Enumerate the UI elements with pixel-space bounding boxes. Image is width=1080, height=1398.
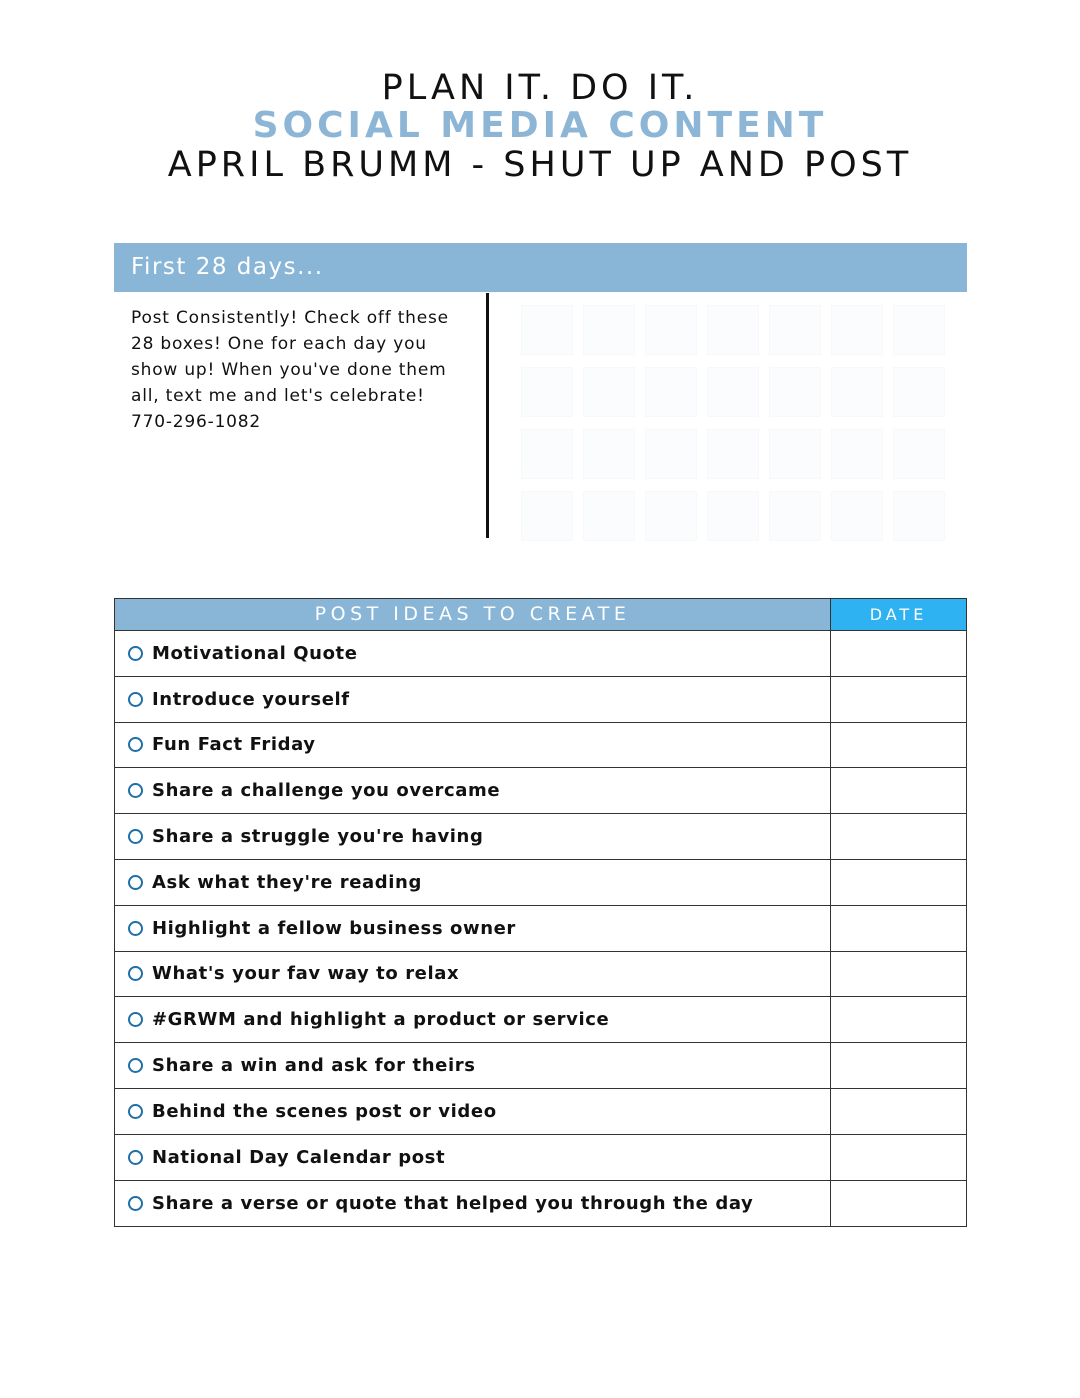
table-body (115, 631, 966, 1226)
intro-line: show up! When you've done them (131, 360, 447, 380)
circle-checkbox-icon[interactable] (128, 692, 143, 707)
day-checkbox-grid (521, 305, 943, 541)
header-line-title: SOCIAL MEDIA CONTENT (252, 105, 828, 146)
idea-label: Share a struggle you're having (152, 826, 484, 848)
circle-checkbox-icon[interactable] (128, 875, 143, 890)
day-checkbox[interactable] (769, 367, 821, 417)
idea-label: National Day Calendar post (152, 1146, 446, 1168)
idea-label: Share a challenge you overcame (152, 780, 501, 802)
day-checkbox[interactable] (831, 367, 883, 417)
idea-cell (115, 1181, 831, 1227)
day-checkbox[interactable] (645, 367, 697, 417)
idea-cell (115, 952, 831, 997)
page-header (0, 68, 1080, 185)
day-checkbox[interactable] (893, 491, 945, 541)
day-checkbox[interactable] (707, 367, 759, 417)
day-checkbox[interactable] (707, 491, 759, 541)
idea-cell (115, 860, 831, 905)
idea-cell (115, 1135, 831, 1180)
date-cell[interactable] (831, 723, 966, 768)
idea-label: Behind the scenes post or video (152, 1100, 497, 1122)
idea-cell (115, 1043, 831, 1088)
date-cell[interactable] (831, 1135, 966, 1180)
divider-line (486, 293, 489, 538)
day-checkbox[interactable] (707, 305, 759, 355)
table-row (115, 631, 966, 677)
header-line-plan: PLAN IT. DO IT. (381, 68, 699, 108)
table-row (115, 952, 966, 998)
idea-cell (115, 997, 831, 1042)
date-cell[interactable] (831, 1181, 966, 1227)
header-post-ideas: POST IDEAS TO CREATE (115, 599, 831, 630)
table-row (115, 1043, 966, 1089)
circle-checkbox-icon[interactable] (128, 1012, 143, 1027)
circle-checkbox-icon[interactable] (128, 921, 143, 936)
day-checkbox[interactable] (893, 429, 945, 479)
idea-label: Motivational Quote (152, 642, 358, 664)
idea-label: Fun Fact Friday (152, 734, 316, 756)
idea-label: Share a verse or quote that helped you through the day (152, 1192, 754, 1214)
table-row (115, 1181, 966, 1227)
header-line-author: APRIL BRUMM - SHUT UP AND POST (167, 145, 913, 185)
idea-label: What's your fav way to relax (152, 963, 460, 985)
day-checkbox[interactable] (769, 305, 821, 355)
day-checkbox[interactable] (645, 491, 697, 541)
idea-cell (115, 768, 831, 813)
challenge-band: First 28 days... (114, 243, 967, 292)
circle-checkbox-icon[interactable] (128, 966, 143, 981)
date-cell[interactable] (831, 631, 966, 676)
table-row (115, 906, 966, 952)
challenge-intro (131, 305, 476, 435)
idea-label: Highlight a fellow business owner (152, 917, 516, 939)
circle-checkbox-icon[interactable] (128, 1104, 143, 1119)
circle-checkbox-icon[interactable] (128, 829, 143, 844)
date-cell[interactable] (831, 1089, 966, 1134)
table-row (115, 814, 966, 860)
day-checkbox[interactable] (893, 367, 945, 417)
day-checkbox[interactable] (521, 305, 573, 355)
day-checkbox[interactable] (769, 429, 821, 479)
idea-label: Ask what they're reading (152, 871, 422, 893)
table-row (115, 860, 966, 906)
table-row (115, 723, 966, 769)
circle-checkbox-icon[interactable] (128, 783, 143, 798)
table-row (115, 677, 966, 723)
day-checkbox[interactable] (583, 429, 635, 479)
idea-label: Share a win and ask for theirs (152, 1055, 476, 1077)
circle-checkbox-icon[interactable] (128, 737, 143, 752)
day-checkbox[interactable] (769, 491, 821, 541)
day-checkbox[interactable] (645, 429, 697, 479)
day-checkbox[interactable] (521, 491, 573, 541)
idea-label: Introduce yourself (152, 688, 350, 710)
day-checkbox[interactable] (831, 491, 883, 541)
idea-label: #GRWM and highlight a product or service (152, 1009, 610, 1031)
intro-phone: 770-296-1082 (131, 412, 262, 432)
idea-cell (115, 1089, 831, 1134)
day-checkbox[interactable] (893, 305, 945, 355)
idea-cell (115, 906, 831, 951)
circle-checkbox-icon[interactable] (128, 646, 143, 661)
date-cell[interactable] (831, 814, 966, 859)
date-cell[interactable] (831, 952, 966, 997)
header-date: DATE (831, 599, 966, 630)
day-checkbox[interactable] (645, 305, 697, 355)
circle-checkbox-icon[interactable] (128, 1196, 143, 1211)
table-row (115, 1135, 966, 1181)
post-ideas-table (114, 598, 967, 1227)
idea-cell (115, 677, 831, 722)
date-cell[interactable] (831, 768, 966, 813)
date-cell[interactable] (831, 860, 966, 905)
date-cell[interactable] (831, 906, 966, 951)
day-checkbox[interactable] (707, 429, 759, 479)
day-checkbox[interactable] (831, 305, 883, 355)
date-cell[interactable] (831, 1043, 966, 1088)
circle-checkbox-icon[interactable] (128, 1058, 143, 1073)
circle-checkbox-icon[interactable] (128, 1150, 143, 1165)
idea-cell (115, 631, 831, 676)
day-checkbox[interactable] (583, 491, 635, 541)
intro-line: 28 boxes! One for each day you (131, 334, 427, 354)
intro-line: all, text me and let's celebrate! (131, 386, 425, 406)
table-row (115, 1089, 966, 1135)
date-cell[interactable] (831, 677, 966, 722)
day-checkbox[interactable] (583, 367, 635, 417)
intro-line: Post Consistently! Check off these (131, 308, 449, 328)
idea-cell (115, 814, 831, 859)
idea-cell (115, 723, 831, 768)
day-checkbox[interactable] (521, 429, 573, 479)
date-cell[interactable] (831, 997, 966, 1042)
day-checkbox[interactable] (831, 429, 883, 479)
day-checkbox[interactable] (583, 305, 635, 355)
table-row (115, 768, 966, 814)
table-row (115, 997, 966, 1043)
day-checkbox[interactable] (521, 367, 573, 417)
table-header (115, 598, 966, 631)
